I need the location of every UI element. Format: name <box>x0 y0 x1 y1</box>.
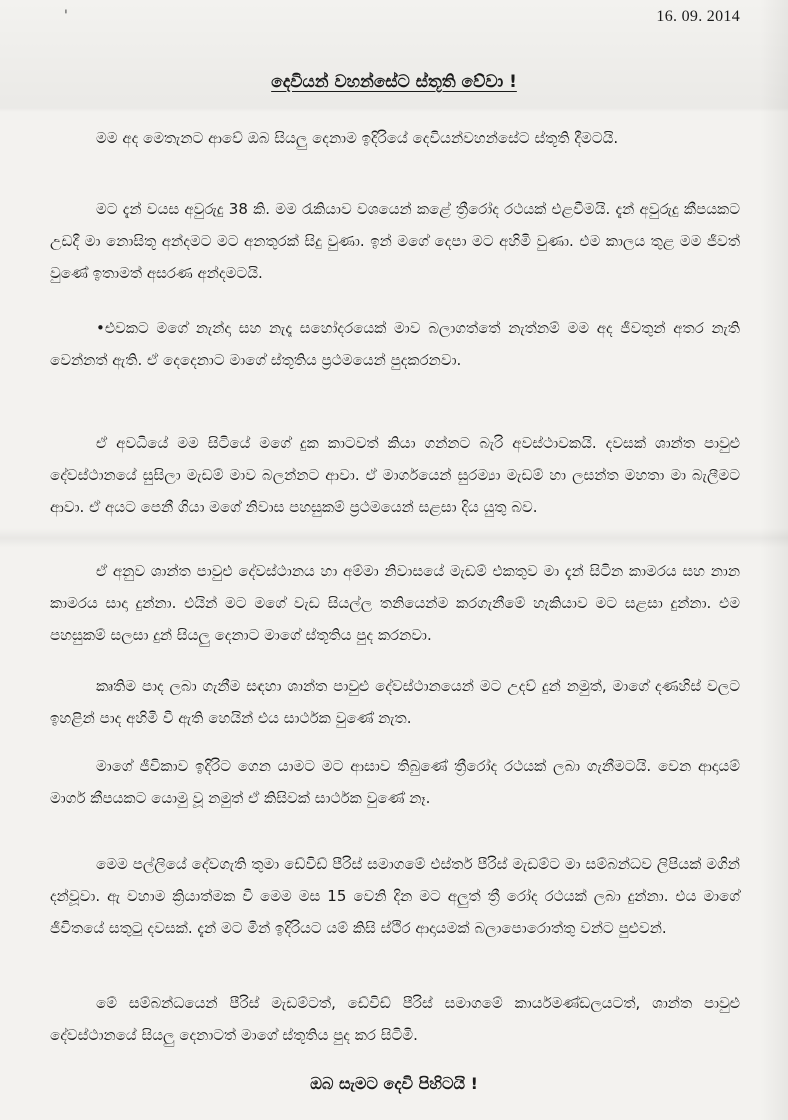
paragraph-2: මට දැන් වයස අවුරුදු 38 කි. මම රැකියාව වශයෙන් කළේ ත්‍රීරෝද රථයක් එළවීමයි. දැන් අවුරුදු කීපයකට උඩදී මා නොසිතූ අන්දමට මට අනතුරක් සිදු වුණා. ඉන් මගේ දෙපා මට අහිමි වුණා. එම කාලය තුළ මම ජීවත් වුණේ ඉතාමත් අසරණ අන්දමටයි. <box>50 200 740 282</box>
paragraph-4: ඒ අවධියේ මම සිටියේ මගේ දුක කාටවත් කියා ගන්නට බැරි අවස්ථාවකයි. දවසක් ශාන්ත පාවුළු දේවස්ථානයේ සුසිලා මැඩම් මාව බලන්නට ආවා. ඒ මාර්ගයෙන් සුරම්‍යා මැඩම් හා ලසන්ත මහතා මා බැලීමට ආවා. ඒ අයට පෙනී ගියා මගේ නිවාස පහසුකම් ප්‍රථමයෙන් සළසා දිය යුතු බව. <box>50 434 740 516</box>
paragraph-6: කෘතිම පාද ලබා ගැනීම සඳහා ශාන්ත පාවුළු දේවස්ථානයෙන් මට උදව් දුන් නමුත්, මාගේ දණහිස් වලට ඉහළින් පාද අහිමි වී ඇති හෙයින් එය සාර්ථක වුණේ නැත. <box>50 677 740 727</box>
letter-title: දෙවියන් වහන්සේට ස්තූති වේවා ! <box>271 72 517 92</box>
paragraph-1: මම අද මෙතැනට ආවේ ඔබ සියලු දෙනාම ඉදිරියේ දෙවියන්වහන්සේට ස්තූති දීමටයි. <box>96 129 619 147</box>
paragraph-8: මෙම පල්ලියේ දේවගැති තුමා ඩේවිඩ් පීරිස් සමාගමේ එස්තර් පීරිස් මැඩම්ට මා සම්බන්ධව ලිපියක් මගින් දන්වූවා. ඇ වහාම ක්‍රියාත්මක වී මෙම මස 15 වෙනි දින මට අලුත් ත්‍රී රෝද රථයක් ලබා දුන්නා. එය මාගේ ජීවිතයේ සතුටු දවසක්. දැන් මට මින් ඉදිරියට යම් කිසි ස්ථිර ආදායමක් බලාපොරොත්තු වන්ට පුළුවන්. <box>50 855 740 937</box>
paper-speck: ' <box>64 8 68 24</box>
paragraph-9: මේ සම්බන්ධයෙන් පීරිස් මැඩම්ටත්, ඩේවිඩ් පීරිස් සමාගමේ කාර්යමණ්ඩලයටත්, ශාන්ත පාවුළු දේවස්ථානයේ සියලු දෙනාටත් මාගේ ස්තූතිය පුද කර සිටිමි. <box>50 994 740 1044</box>
letter-closing: ඔබ සැමට දෙවි පිහිටයි ! <box>310 1074 478 1093</box>
paragraph-5: ඒ අනුව ශාන්ත පාවුළු දේවස්ථානය හා අම්මා නිවාසයේ මැඩම් එකතුව මා දැන් සිටින කාමරය සහ නාන කාමරය සාදා දුන්නා. එයින් මට මගේ වැඩ සියල්ල තනියෙන්ම කරගැනීමේ හැකියාව මට සළසා දුන්නා. එම පහසුකම් සලසා දුන් සියලු දෙනාට මාගේ ස්තූතිය පුද කරනවා. <box>50 562 740 644</box>
letter-date: 16. 09. 2014 <box>656 8 740 25</box>
paragraph-7: මාගේ ජීවිකාව ඉදිරිට ගෙන යාමට මට ආසාව තිබුණේ ත්‍රීරෝද රථයක් ලබා ගැනීමටයි. වෙන ආදායම් මාර්ග කීපයකට යොමු වූ නමුත් ඒ කිසිවක් සාර්ථක වුණේ නෑ. <box>50 757 740 807</box>
paragraph-3: •එවකට මගේ නැන්දා සහ නැදෑ සහෝදරයෙක් මාව බලාගත්තේ නැත්නම් මම අද ජීවතුන් අතර නැති වෙන්නත් ඇති. ඒ දෙදෙනාට මාගේ ස්තූතිය ප්‍රථමයෙන් පුදකරනවා. <box>50 319 740 369</box>
